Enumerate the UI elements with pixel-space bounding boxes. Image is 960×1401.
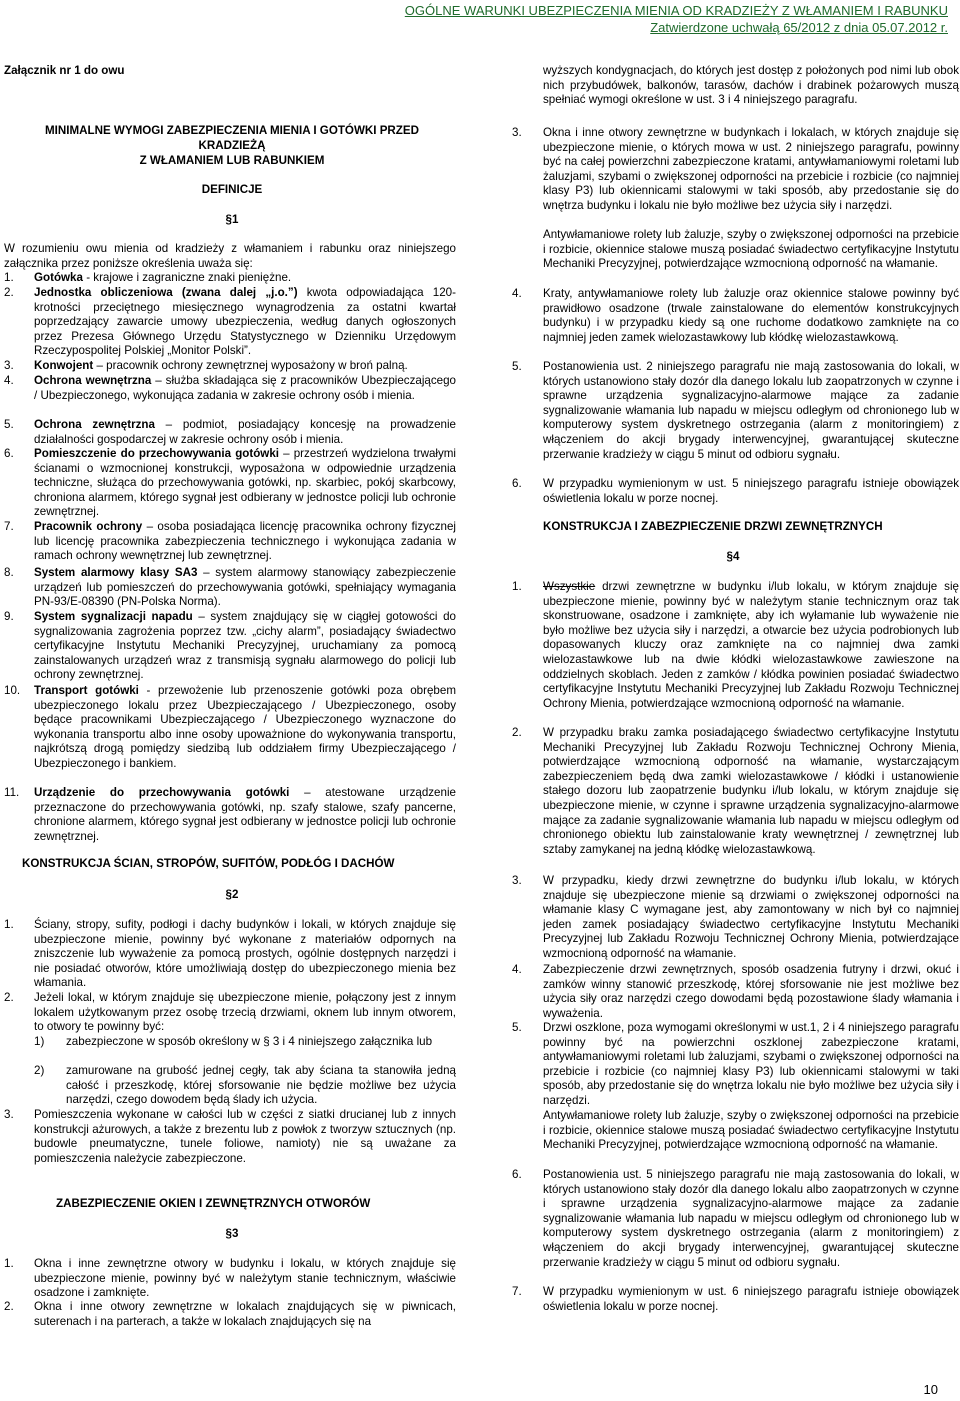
def-3-num: 3. (4, 359, 14, 372)
def-4-term: Ochrona wewnętrzna (34, 374, 152, 387)
paragraph-3-heading: §3 (225, 1227, 239, 1240)
r4-num: 4. (512, 287, 522, 300)
header-approval: Zatwierdzone uchwałą 65/2012 z dnia 05.07.2012 r. (650, 20, 948, 35)
def-1-text: - krajowe i zagraniczne znaki pieniężne. (82, 271, 292, 284)
section-4-heading: KONSTRUKCJA I ZABEZPIECZENIE DRZWI ZEWNĘTRZNYCH (543, 520, 883, 533)
s3-2-text: Okna i inne otwory zewnętrzne w lokalach znajdujących się w piwnicach, suterenach i na parterach, a także w lokalach znajdujących się na (34, 1300, 456, 1328)
r6-text: W przypadku wymienionym w ust. 5 niniejszego paragrafu istnieje obowiązek oświetlenia lokalu w porze nocnej. (543, 477, 959, 505)
def-10-text: - przewożenie lub przenoszenie gotówki poza obrębem ubezpieczonego lokalu przez Ubezpieczającego / Ubezpieczonego, osoby będące pracownikami Ubezpieczającego / Ubezpieczonego wyznaczone do wykonania transportu albo inne osoby upoważnione do wykonywania transportu, najkrótszą drogą pomiędzy siedzibą lub oddziałem firmy Ubezpieczającego / Ubezpieczonego i bankiem. (34, 684, 456, 770)
q3-num: 3. (512, 874, 522, 887)
s3-1-text: Okna i inne zewnętrzne otwory w budynku i lokalu, w których znajduje się ubezpieczone mienie, powinny być w należytym stanie technicznym, właściwie osadzone i zamknięte. (34, 1257, 456, 1300)
r4-text: Kraty, antywłamaniowe rolety lub żaluzje oraz okiennice stalowe powinny być prawidłowo osadzone (trwale zainstalowane do elementów konstrukcyjnych budynku) i w przypadku kiedy są one ruchome dodatkowo zamknięte na co najmniej jeden zamek wielozastawkowy lub kłódkę wielozastawkową. (543, 287, 959, 344)
r5-num: 5. (512, 360, 522, 373)
def-6-term: Pomieszczenie do przechowywania gotówki (34, 447, 279, 460)
q6-text: Postanowienia ust. 5 niniejszego paragrafu nie mają zastosowania do lokali, w których ustanowiono stały dozór dla danego lokalu albo zaopatrzonych w czynne i sprawne urządzenia sygnalizacyjno-alarmowe mające za zadanie sygnalizowanie włamania lub napadu w miejscu odległym od chronionego lub w komputerowy system dyskretnego ostrzegania (alarm z monitoringiem) z włączeniem do akcji brygady interwencyjnej, gwarantującej skuteczne przerwanie kradzieży w ciągu 5 minut od odbioru sygnału. (543, 1168, 959, 1269)
q5-text: Drzwi oszklone, poza wymogami określonymi w ust.1, 2 i 4 niniejszego paragrafu powinny być na powierzchni oszklonej zabezpieczone kratami, antywłamaniowymi roletami lub żaluzjami, szybami o zwiększonej odporności na przebicie i rozbicie (co najmniej klasy P3) lub okiennicami stalowymi w taki sposób, aby przedostanie się do wnętrza lokalu nie było możliwe bez użycia siły i narzędzi. (543, 1021, 959, 1107)
def-6-num: 6. (4, 447, 14, 460)
def-4-num: 4. (4, 374, 14, 387)
r6-num: 6. (512, 477, 522, 490)
def-5-term: Ochrona zewnętrzna (34, 418, 155, 431)
def-10-num: 10. (4, 684, 21, 697)
def-11-num: 11. (4, 786, 20, 799)
s2-1-num: 1. (4, 918, 14, 931)
def-4 (34, 374, 456, 403)
def-8-num: 8. (4, 566, 14, 579)
def-3-text: – pracownik ochrony zewnętrznej wyposażony w broń palną. (93, 359, 408, 372)
def-7-text: – osoba posiadająca licencję pracownika ochrony fizycznej lub licencję pracownika zabezpieczenia technicznego i wykonująca zadania w ramach ochrony wewnętrznej lub zewnętrznej. (34, 520, 456, 563)
annex-label: Załącznik nr 1 do owu (4, 64, 125, 77)
header-title: OGÓLNE WARUNKI UBEZPIECZENIA MIENIA OD KRADZIEŻY Z WŁAMANIEM I RABUNKU (404, 3, 948, 18)
page-header (0, 0, 960, 39)
def-3-term: Konwojent (34, 359, 94, 372)
q1-num: 1. (512, 580, 522, 593)
def-2-text: kwota odpowiadająca 120-krotności przeciętnego miesięcznego wynagrodzenia za ostatni kwartał poprzedzający zawarcie umowy ubezpieczenia, według danych ogłoszonych przez Prezesa Głównego Urzędu Statystycznego w Dzienniku Urzędowym Rzeczypospolitej Polskiej „Monitor Polski”. (34, 286, 456, 358)
def-7-num: 7. (4, 520, 14, 533)
def-10 (34, 684, 456, 772)
q1 (543, 580, 959, 711)
q3-text: W przypadku, kiedy drzwi zewnętrzne do budynku i/lub lokalu, w których znajduje się ubezpieczone mienie są drzwiami o zwiększonej odporności na włamanie klasy C wymagane jest, aby zamontowany w nich był co najmniej jeden zamek posiadający świadectwo certyfikacyjne Instytutu Mechaniki Precyzyjnej lub Zakładu Rozwoju Technicznej Ochrony Mienia, potwierdzające wzmocnioną odporność na włamanie. (543, 874, 959, 960)
r-continuation: wyższych kondygnacjach, do których jest dostęp z położonych pod nimi lub obok nich przybudówek, balkonów, tarasów, dachów i drabinek pożarowych muszą spełniać wymogi określone w ust. 3 i 4 niniejszego paragrafu. (543, 64, 959, 107)
s2-2a-text: zabezpieczone w sposób określony w § 3 i 4 niniejszego załącznika lub (66, 1035, 433, 1048)
definitions-heading: DEFINICJE (201, 183, 263, 196)
page-number: 10 (923, 1382, 938, 1397)
s2-2-num: 2. (4, 991, 14, 1004)
q7-text: W przypadku wymienionym w ust. 6 niniejszego paragrafu istnieje obowiązek oświetlenia lokalu w porze nocnej. (543, 1285, 959, 1313)
q5-num: 5. (512, 1021, 522, 1034)
def-10-term: Transport gotówki (34, 684, 139, 697)
q1-struck-word: Wszystkie (543, 580, 596, 593)
paragraph-4-heading: §4 (726, 550, 740, 563)
def-9 (34, 610, 456, 683)
def-3 (34, 359, 456, 374)
def-9-text: – system znajdujący się w ciągłej gotowości do sygnalizowania zagrożenia poprzez tzw. „cichy alarm”, posiadający świadectwo certyfikacyjne Instytutu Mechaniki Precyzyjnej, uruchamiany za pomocą zainstalowanych urządzeń wraz z transmisją sygnału alarmowego do policji lub ochrony zewnętrznej. (34, 610, 456, 682)
paragraph-2-heading: §2 (225, 888, 239, 901)
def-6-text: – przestrzeń wydzielona trwałymi ścianami o wzmocnionej konstrukcji, wyposażona w odpowiednie urządzenia techniczne, służąca do przechowywania gotówki, np. skarbiec, pokój skarbcowy, chroniona alarmem, którego sygnał jest odbierany w jednostce policji lub ochronie zewnętrznej. (34, 447, 456, 519)
q5b-text: Antywłamaniowe rolety lub żaluzje, szyby o zwiększonej odporności na przebicie i rozbicie, okiennice stalowe muszą posiadać świadectwo certyfikacyjne Instytutu Mechaniki Precyzyjnej, potwierdzające wzmocnioną odporność na włamanie. (543, 1109, 959, 1152)
doc-title-line3: Z WŁAMANIEM LUB RABUNKIEM (139, 154, 325, 167)
s2-3-text: Pomieszczenia wykonane w całości lub w części z siatki drucianej lub z innych konstrukcji ażurowych, a także z brezentu lub z powłok z tworzyw sztucznych (np. budowle pneumatyczne, tunele foliowe, namioty) nie są uważane za pomieszczenia należycie zabezpieczone. (34, 1108, 456, 1165)
def-5-num: 5. (4, 418, 14, 431)
q2-num: 2. (512, 726, 522, 739)
def-11-text: – atestowane urządzenie przeznaczone do przechowywania gotówki, np. szafy stalowe, szafy pancerne, chronione alarmem, którego sygnał jest odbierany w jednostce policji lub ochronie zewnętrznej. (34, 786, 456, 843)
def-7 (34, 520, 456, 564)
doc-title-line2: KRADZIEŻĄ (198, 139, 266, 152)
def-1-num: 1. (4, 271, 14, 284)
def-2-num: 2. (4, 286, 14, 299)
def-5-text: – podmiot, posiadający koncesję na prowadzenie działalności gospodarczej w zakresie ochrony osób i mienia. (34, 418, 456, 446)
s3-1-num: 1. (4, 1257, 14, 1270)
section-3-heading: ZABEZPIECZENIE OKIEN I ZEWNĘTRZNYCH OTWORÓW (56, 1197, 371, 1210)
intro-text: W rozumieniu owu mienia od kradzieży z włamaniem i rabunku oraz niniejszego załącznika przez poniższe określenia uważa się: (4, 242, 456, 270)
q2-text: W przypadku braku zamka posiadającego świadectwo certyfikacyjne Instytutu Mechaniki Precyzyjnej lub Zakładu Rozwoju Technicznej Ochrony Mienia, potwierdzające wzmocnioną odporność na włamanie, wystarczającym zabezpieczeniem będą dwa zamki wielozastawkowe / kłódki i ustanowienie stałego dozoru lub zaopatrzenie budynku i/lub lokalu, w którym znajduje się ubezpieczone mienie, w czynne i sprawne urządzenia sygnalizacyjno-alarmowe mające za zadanie sygnalizowanie włamania lub napadu w miejscu odległym od chronionego obiektu lub zainstalowanie kraty wewnętrznej / zewnętrznej lub sztaby zamykanej na jedną kłódkę wielozastawkową. (543, 726, 959, 856)
r3-text: Okna i inne otwory zewnętrzne w budynkach i lokalach, w których znajduje się ubezpieczone mienie, o których mowa w ust. 2 niniejszego paragrafu, powinny być na całej powierzchni zabezpieczone kratami, antywłamaniowymi roletami lub żaluzjami, szybami o zwiększonej odporności na przebicie i rozbicie (co najmniej klasy P3) lub okiennicami stalowymi w taki sposób, aby przedostanie się do wnętrza budynku i lokalu nie było możliwe bez użycia siły i narzędzi. (543, 126, 959, 212)
s2-1-text: Ściany, stropy, sufity, podłogi i dachy budynków i lokali, w których znajduje się ubezpieczone mienie, powinny być wykonane z materiałów odpornych na zniszczenie lub wyważenie za pomocą prostych, ogólnie dostępnych narzędzi i nie posiadać otworów, które umożliwiają dostęp do ubezpieczonego mienia bez włamania. (34, 918, 456, 990)
doc-title-line1: MINIMALNE WYMOGI ZABEZPIECZENIA MIENIA I GOTÓWKI PRZED (45, 124, 419, 137)
s2-2a-num: 1) (34, 1035, 45, 1048)
def-1-term: Gotówka (34, 271, 83, 284)
def-1 (34, 271, 456, 286)
def-4-text: – służba składająca się z pracowników Ubezpieczającego / Ubezpieczonego, wykonująca zadania w zakresie ochrony osób i mienia. (34, 374, 456, 402)
def-9-term: System sygnalizacji napadu (34, 610, 193, 623)
q1-text: drzwi zewnętrzne w budynku i/lub lokalu, w którym znajduje się ubezpieczone mienie, powinny być w należytym stanie technicznym oraz tak skonstruowane, osadzone i zamknięte, aby ich wyłamanie lub wyważenie nie było możliwe bez użycia siły i narzędzi, a otwarcie bez użycia podrobionych lub dopasowanych kluczy oraz zamknięte na co najmniej dwa zamki wielozastawkowe lub na dwie kłódki wielozastawkowe zawieszone na oddzielnych skoblach. Jeden z zamków / kłódka powinien posiadać świadectwo certyfikacyjne Instytutu Mechaniki Precyzyjnej lub Zakładu Rozwoju Technicznej Ochrony Mienia, potwierdzające wzmocnioną odporność na włamanie. (543, 580, 959, 710)
s2-3-num: 3. (4, 1108, 14, 1121)
def-9-num: 9. (4, 610, 14, 623)
def-2 (34, 286, 456, 359)
def-6 (34, 447, 456, 520)
def-5 (34, 418, 456, 447)
s2-2-text: Jeżeli lokal, w którym znajduje się ubezpieczone mienie, połączony jest z innym lokalem użytkowanym przez osobę trzecią drzwiami, oknem lub innym otworem, to otwory te powinny być: (34, 991, 456, 1034)
s3-2-num: 2. (4, 1300, 14, 1313)
def-7-term: Pracownik ochrony (34, 520, 143, 533)
r3-num: 3. (512, 126, 522, 139)
section-2-heading: KONSTRUKCJA ŚCIAN, STROPÓW, SUFITÓW, PODŁÓG I DACHÓW (22, 857, 395, 870)
q4-text: Zabezpieczenie drzwi zewnętrznych, sposób osadzenia futryny i drzwi, okuć i zamków winny stanowić przeszkodę, której sforsowanie nie jest możliwe bez użycia siły oraz narzędzi czego dowodami będą pozostawione ślady włamania i wyważenia. (543, 963, 959, 1020)
paragraph-1-heading: §1 (225, 213, 239, 226)
s2-2b-text: zamurowane na grubość jednej cegły, tak aby ściana ta stanowiła jedną całość i przeszkodę, której sforsowanie nie będzie możliwe bez użycia narzędzi, czego dowodem będą ślady ich użycia. (66, 1064, 456, 1107)
q6-num: 6. (512, 1168, 522, 1181)
def-8-text: – system alarmowy stanowiący zabezpieczenie urządzeń lub pomieszczeń do przechowywania gotówki, spełniający wymagania PN-93/E-08390 (PN-Polska Norma). (34, 566, 456, 609)
def-8 (34, 566, 456, 610)
q4-num: 4. (512, 963, 522, 976)
r5-text: Postanowienia ust. 2 niniejszego paragrafu nie mają zastosowania do lokali, w których ustanowiono stały dozór dla danego lokalu lub zaopatrzonych w czynne i sprawne urządzenia sygnalizacyjno-alarmowe mające za zadanie sygnalizowanie włamania lub napadu w miejscu odległym od chronionego lub w komputerowy system dyskretnego ostrzegania (alarm z monitoringiem) z włączeniem do akcji brygady interwencyjnej, gwarantującej skuteczne przerwanie kradzieży w ciągu 5 minut od odbioru sygnału. (543, 360, 959, 461)
def-11-term: Urządzenie do przechowywania gotówki (34, 786, 290, 799)
s2-2b-num: 2) (34, 1064, 45, 1077)
def-11 (34, 786, 456, 844)
def-2-term: Jednostka obliczeniowa (zwana dalej „j.o.”) (34, 286, 298, 299)
def-8-term: System alarmowy klasy SA3 (34, 566, 198, 579)
r3b-text: Antywłamaniowe rolety lub żaluzje, szyby o zwiększonej odporności na przebicie i rozbicie, okiennice stalowe muszą posiadać świadectwo certyfikacyjne Instytutu Mechaniki Precyzyjnej, potwierdzające wzmocnioną odporność na włamanie. (543, 228, 959, 271)
q7-num: 7. (512, 1285, 522, 1298)
